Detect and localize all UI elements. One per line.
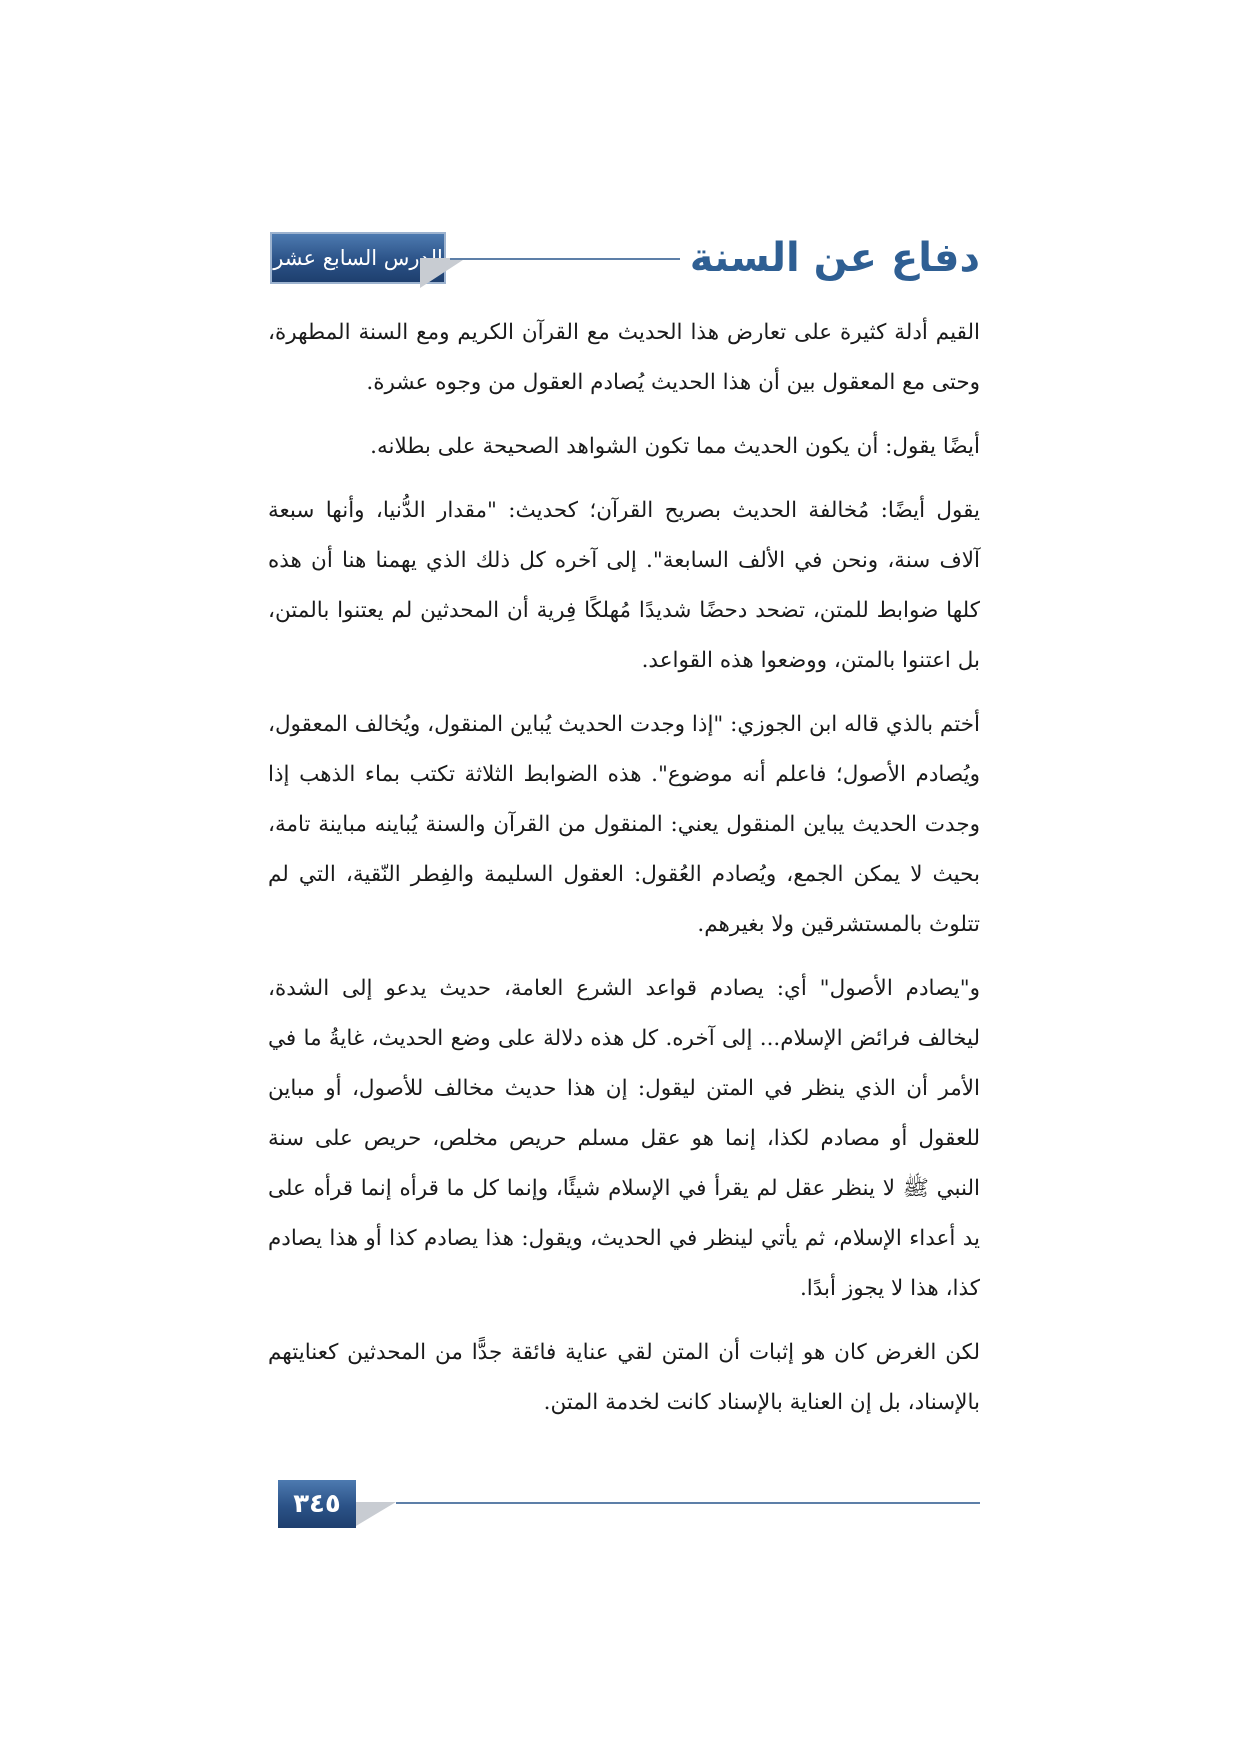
paragraph-6: لكن الغرض كان هو إثبات أن المتن لقي عناية فائقة جدًّا من المحدثين كعنايتهم بالإسناد، بل إن العناية بالإسناد كانت لخدمة المتن. bbox=[268, 1340, 980, 1415]
page-header bbox=[270, 230, 980, 290]
footer-wedge-decoration bbox=[356, 1502, 396, 1526]
page-content bbox=[268, 308, 980, 1442]
paragraph-1: القيم أدلة كثيرة على تعارض هذا الحديث مع القرآن الكريم ومع السنة المطهرة، وحتى مع المعقول بين أن هذا الحديث يُصادم العقول من وجوه عشرة. bbox=[268, 320, 980, 395]
header-rule bbox=[450, 258, 680, 260]
paragraph-4: أختم بالذي قاله ابن الجوزي: "إذا وجدت الحديث يُباين المنقول، ويُخالف المعقول، ويُصادم الأصول؛ فاعلم أنه موضوع". هذه الضوابط الثلاثة تكتب بماء الذهب إذا وجدت الحديث يباين المنقول يعني: المنقول من القرآن والسنة يُباينه مباينة تامة، بحيث لا يمكن الجمع، ويُصادم العُقول: العقول السليمة والفِطر النّقية، التي لم تتلوث بالمستشرقين ولا بغيرهم. bbox=[268, 712, 980, 937]
page-footer bbox=[278, 1480, 980, 1530]
paragraph-5: و"يصادم الأصول" أي: يصادم قواعد الشرع العامة، حديث يدعو إلى الشدة، ليخالف فرائض الإسلام... إلى آخره. كل هذه دلالة على وضع الحديث، غايةُ ما في الأمر أن الذي ينظر في المتن ليقول: إن هذا حديث مخالف للأصول، أو مباين للعقول أو مصادم لكذا، إنما هو عقل مسلم حريص مخلص، حريص على سنة النبي ﷺ لا ينظر عقل لم يقرأ في الإسلام شيئًا، وإنما كل ما قرأه إنما قرأه على يد أعداء الإسلام، ثم يأتي لينظر في الحديث، ويقول: هذا يصادم كذا أو هذا يصادم كذا، هذا لا يجوز أبدًا. bbox=[268, 976, 980, 1301]
page-number-badge: ٣٤٥ bbox=[278, 1480, 356, 1528]
paragraph-3: يقول أيضًا: مُخالفة الحديث بصريح القرآن؛ كحديث: "مقدار الدُّنيا، وأنها سبعة آلاف سنة، ونحن في الألف السابعة". إلى آخره كل ذلك الذي يهمنا هنا أن هذه كلها ضوابط للمتن، تضحد دحضًا شديدًا مُهلكًا فِرية أن المحدثين لم يعتنوا بالمتن، بل اعتنوا بالمتن، ووضعوا هذه القواعد. bbox=[268, 498, 980, 673]
lesson-label-badge: الدرس السابع عشر bbox=[270, 232, 446, 284]
book-title: دفاع عن السنة bbox=[689, 235, 980, 281]
paragraph-2: أيضًا يقول: أن يكون الحديث مما تكون الشواهد الصحيحة على بطلانه. bbox=[370, 434, 980, 459]
header-wedge-decoration bbox=[420, 258, 466, 288]
footer-rule bbox=[396, 1502, 980, 1504]
